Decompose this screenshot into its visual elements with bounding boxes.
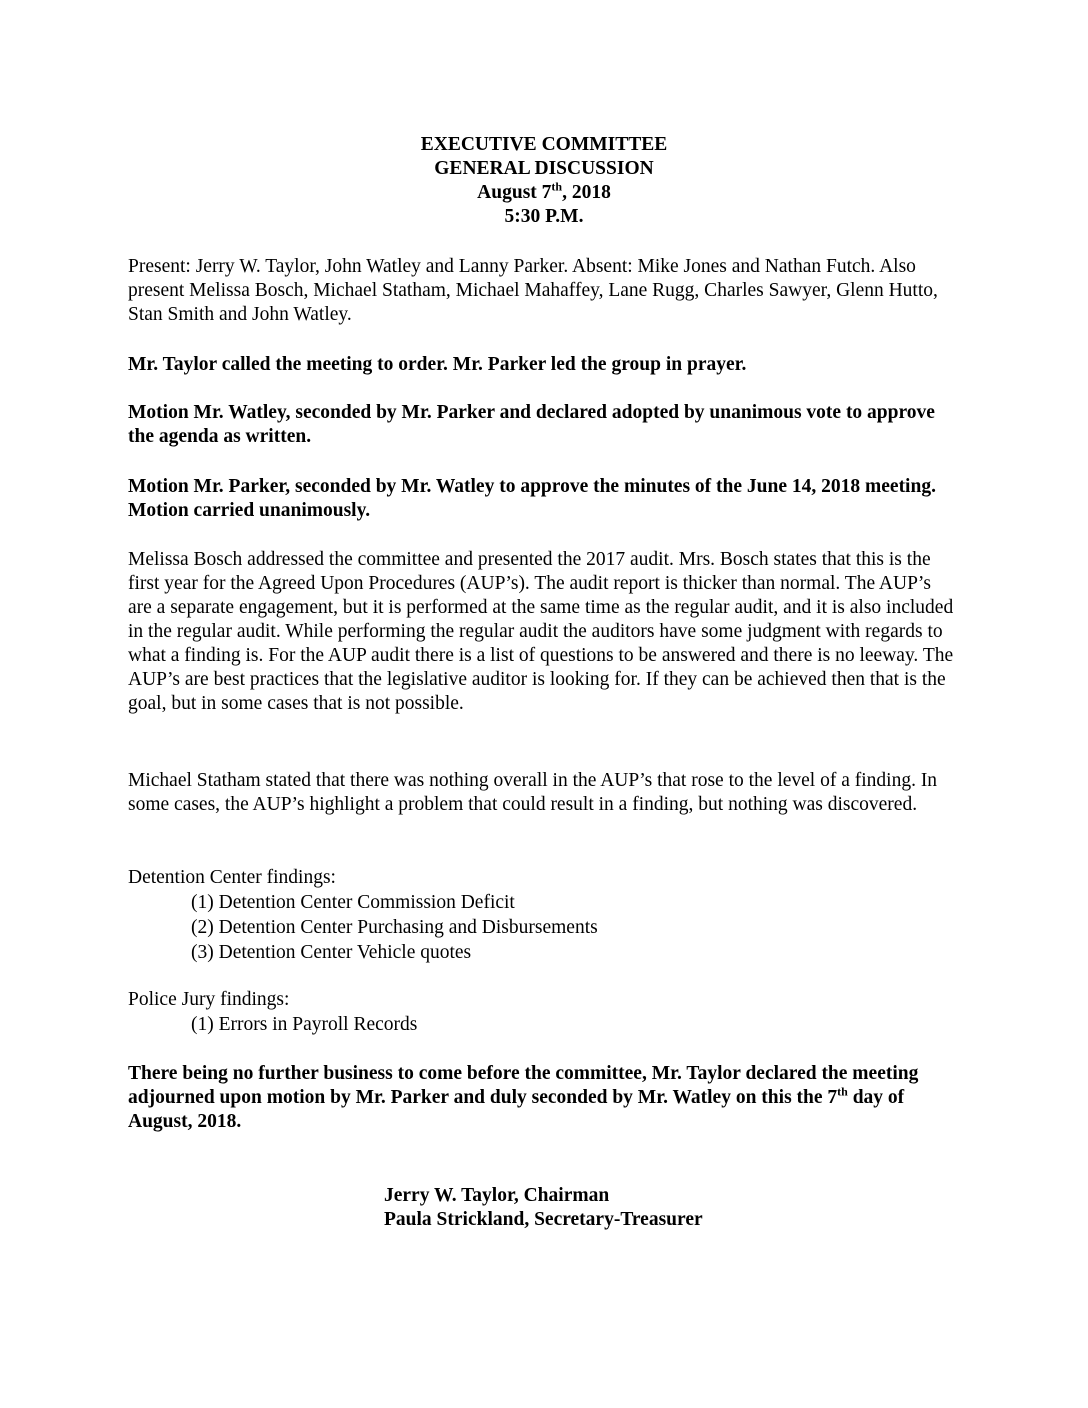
header-time: 5:30 P.M. bbox=[504, 206, 584, 227]
list-item: (3) Detention Center Vehicle quotes bbox=[191, 942, 472, 963]
call-to-order: Mr. Taylor called the meeting to order. Mr. Parker led the group in prayer. bbox=[128, 354, 747, 375]
police-jury-findings bbox=[128, 988, 958, 1037]
audit-paragraph: Melissa Bosch addressed the committee and presented the 2017 audit. Mrs. Bosch states that this is the first year for the Agreed Upon Procedures (AUP’s). The audit report is thicker than normal. The AUP’s are a separate engagement, but it is performed at the same time as the regular audit, and it is also included in the regular audit. While performing the regular audit the auditors have some judgment with regards to what a finding is. For the AUP audit there is a list of questions to be answered and there is no leeway. The AUP’s are best practices that the legislative auditor is looking for. If they can be achieved then that is the goal, but in some cases that is not possible. bbox=[128, 549, 954, 714]
secretary-signature: Paula Strickland, Secretary-Treasurer bbox=[384, 1209, 703, 1230]
adjournment-superscript: th bbox=[837, 1084, 848, 1099]
motion-minutes: Motion Mr. Parker, seconded by Mr. Watley to approve the minutes of the June 14, 2018 meeting. Motion carried unanimously. bbox=[128, 476, 936, 521]
detention-findings bbox=[128, 866, 958, 965]
signature-block bbox=[384, 1184, 703, 1232]
detention-list bbox=[128, 890, 958, 965]
motion-agenda: Motion Mr. Watley, seconded by Mr. Parker and declared adopted by unanimous vote to approve the agenda as written. bbox=[128, 402, 935, 447]
adjournment-paragraph bbox=[128, 1062, 948, 1134]
statham-paragraph: Michael Statham stated that there was nothing overall in the AUP’s that rose to the level of a finding. In some cases, the AUP’s highlight a problem that could result in a finding, but nothing was discovered. bbox=[128, 770, 938, 815]
document-header bbox=[0, 133, 1088, 229]
date-month: August 7 bbox=[477, 182, 552, 203]
attendance-paragraph: Present: Jerry W. Taylor, John Watley and Lanny Parker. Absent: Mike Jones and Nathan Futch. Also present Melissa Bosch, Michael Statham, Michael Mahaffey, Lane Rugg, Charles Sawyer, Glenn Hutto, Stan Smith and John Watley. bbox=[128, 256, 938, 325]
police-jury-heading: Police Jury findings: bbox=[128, 989, 290, 1010]
adjournment-text: There being no further business to come before the committee, Mr. Taylor declared the meeting adjourned upon motion by Mr. Parker and duly seconded by Mr. Watley on this the 7 bbox=[128, 1063, 919, 1108]
police-jury-list bbox=[128, 1012, 958, 1037]
header-date bbox=[0, 181, 1088, 205]
date-year: , 2018 bbox=[562, 182, 611, 203]
date-superscript: th bbox=[551, 179, 563, 194]
list-item: (2) Detention Center Purchasing and Disbursements bbox=[191, 917, 598, 938]
adjournment-date: day of August, 2018. bbox=[128, 1087, 905, 1132]
list-item: (1) Errors in Payroll Records bbox=[191, 1014, 418, 1035]
header-title: EXECUTIVE COMMITTEE bbox=[420, 134, 668, 155]
list-item: (1) Detention Center Commission Deficit bbox=[191, 892, 515, 913]
header-subtitle: GENERAL DISCUSSION bbox=[434, 158, 654, 179]
detention-heading: Detention Center findings: bbox=[128, 867, 336, 888]
chairman-signature: Jerry W. Taylor, Chairman bbox=[384, 1185, 610, 1206]
